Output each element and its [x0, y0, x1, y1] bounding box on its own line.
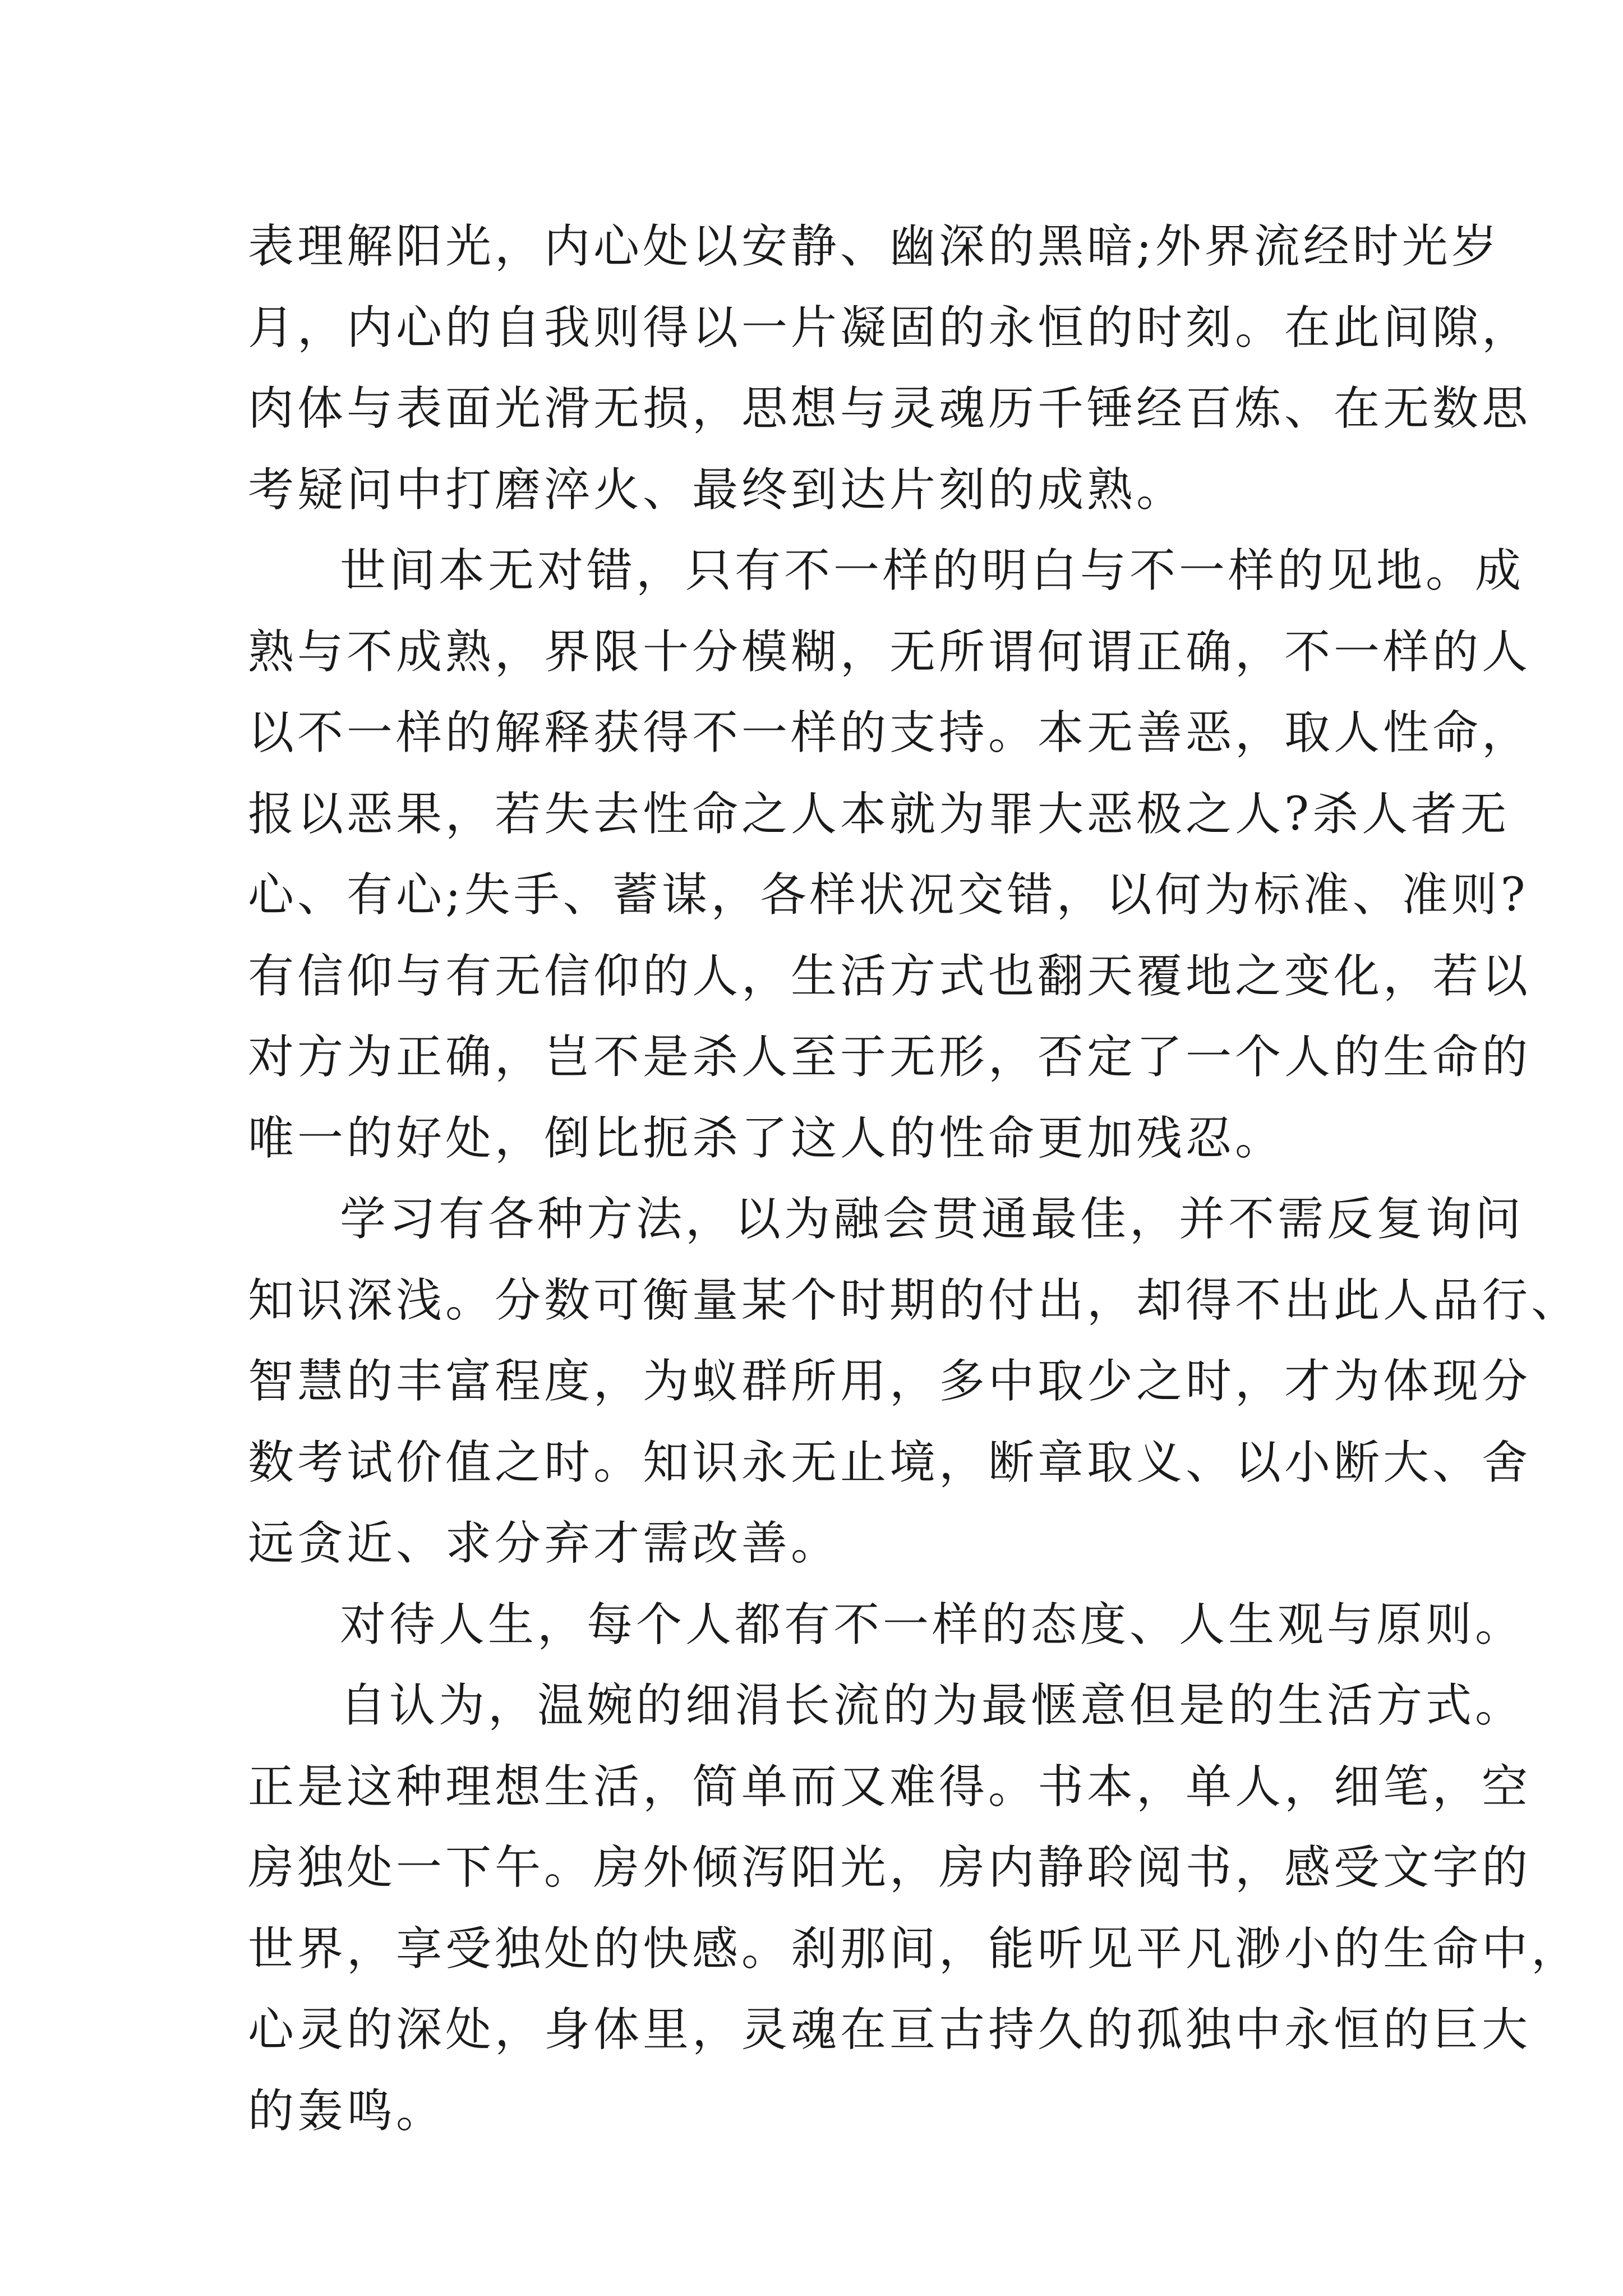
text-line: 世间本无对错，只有不一样的明白与不一样的见地。成 [340, 544, 1525, 597]
text-line: 心灵的深处，身体里，灵魂在亘古持久的孤独中永恒的巨大 [248, 2003, 1532, 2056]
text-line: 表理解阳光，内心处以安静、幽深的黑暗;外界流经时光岁 [248, 220, 1501, 273]
paragraph-2 [248, 531, 1532, 1179]
text-line: 正是这种理想生活，简单而又难得。书本，单人，细笔，空 [248, 1760, 1532, 1814]
text-line: 心、有心;失手、蓄谋，各样状况交错，以何为标准、准则? [248, 868, 1529, 922]
text-line: 的轰鸣。 [248, 2084, 446, 2138]
paragraph-5 [248, 1665, 1581, 2152]
text-line: 以不一样的解释获得不一样的支持。本无善恶，取人性命， [248, 706, 1532, 760]
text-line: 远贪近、求分弃才需改善。 [248, 1517, 841, 1570]
text-line: 考疑问中打磨淬火、最终到达片刻的成熟。 [248, 463, 1186, 517]
text-line: 数考试价值之时。知识永无止境，断章取义、以小断大、舍 [248, 1435, 1532, 1489]
document-body [248, 206, 1581, 2152]
text-line: 自认为，温婉的细涓长流的为最惬意但是的生活方式。 [340, 1679, 1525, 1732]
text-line: 熟与不成熟，界限十分模糊，无所谓何谓正确，不一样的人 [248, 625, 1532, 679]
text-line: 报以恶果，若失去性命之人本就为罪大恶极之人?杀人者无 [248, 787, 1510, 841]
text-line: 房独处一下午。房外倾泻阳光，房内静聆阅书，感受文字的 [248, 1841, 1532, 1894]
paragraph-4 [248, 1585, 1525, 1666]
text-line: 知识深浅。分数可衡量某个时期的付出，却得不出此人品行、 [248, 1273, 1581, 1327]
text-line: 智慧的丰富程度，为蚁群所用，多中取少之时，才为体现分 [248, 1355, 1532, 1408]
text-line: 月，内心的自我则得以一片凝固的永恒的时刻。在此间隙， [248, 301, 1532, 355]
text-line: 肉体与表面光滑无损，思想与灵魂历千锤经百炼、在无数思 [248, 382, 1532, 435]
text-line: 对方为正确，岂不是杀人至于无形，否定了一个人的生命的 [248, 1030, 1532, 1084]
text-line: 学习有各种方法，以为融会贯通最佳，并不需反复询问 [340, 1193, 1525, 1246]
text-line: 世界，享受独处的快感。刹那间，能听见平凡渺小的生命中， [248, 1922, 1581, 1976]
paragraph-1 [248, 206, 1532, 531]
text-line: 唯一的好处，倒比扼杀了这人的性命更加残忍。 [248, 1111, 1285, 1165]
paragraph-3 [248, 1179, 1581, 1585]
text-line: 有信仰与有无信仰的人，生活方式也翻天覆地之变化，若以 [248, 949, 1532, 1003]
text-line: 对待人生，每个人都有不一样的态度、人生观与原则。 [340, 1598, 1525, 1651]
